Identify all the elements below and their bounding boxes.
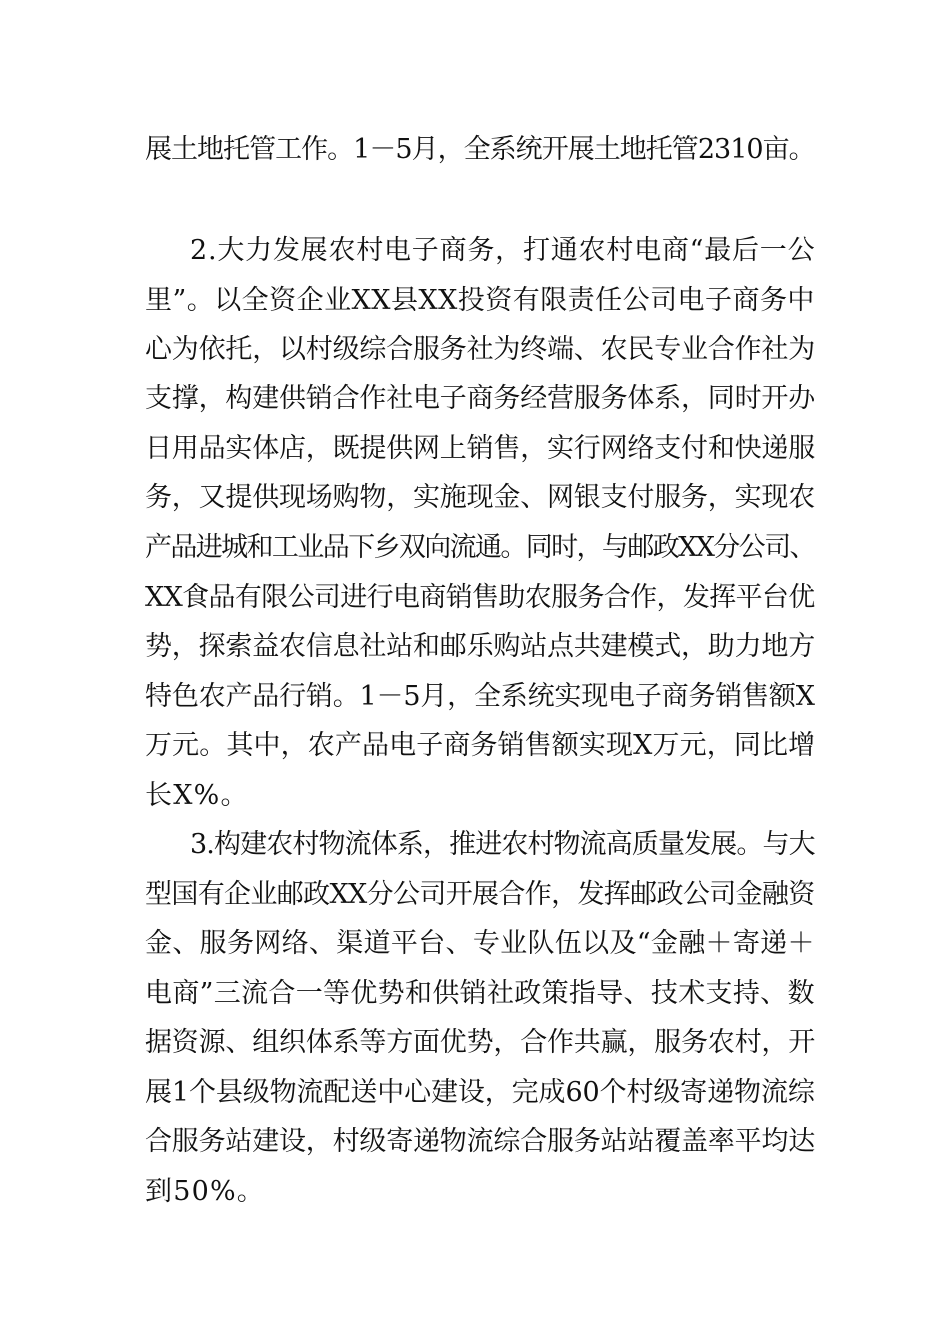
paragraph-2-line-12: 长X%。 [145, 780, 249, 811]
paragraph-2-line-9: 势，探索益农信息社站和邮乐购站点共建模式，助力地方 [145, 631, 815, 662]
paragraph-2-line-5: 日用品实体店，既提供网上销售，实行网络支付和快递服 [145, 433, 815, 464]
paragraph-3-line-8: 到50%。 [145, 1176, 266, 1207]
paragraph-3-line-1: 3.构建农村物流体系，推进农村物流高质量发展。与大 [190, 829, 815, 860]
paragraph-2-line-4: 支撑，构建供销合作社电子商务经营服务体系，同时开办 [145, 383, 815, 414]
paragraph-2-line-10: 特色农产品行销。1－5月，全系统实现电子商务销售额X [145, 681, 815, 712]
paragraph-3-line-6: 展1个县级物流配送中心建设，完成60个村级寄递物流综 [145, 1077, 815, 1108]
paragraph-3-line-7: 合服务站建设，村级寄递物流综合服务站站覆盖率平均达 [145, 1126, 815, 1157]
paragraph-2-line-2: 里”。以全资企业XX县XX投资有限责任公司电子商务中 [145, 285, 815, 316]
paragraph-1-line-1: 展土地托管工作。1－5月，全系统开展土地托管2310亩。 [145, 134, 815, 165]
paragraph-3-line-2: 型国有企业邮政XX分公司开展合作，发挥邮政公司金融资 [145, 879, 815, 910]
paragraph-3-line-4: 电商”三流合一等优势和供销社政策指导、技术支持、数 [145, 978, 815, 1009]
paragraph-2-line-11: 万元。其中，农产品电子商务销售额实现X万元，同比增 [145, 730, 816, 761]
paragraph-2-line-3: 心为依托，以村级综合服务社为终端、农民专业合作社为 [145, 334, 815, 365]
paragraph-2-line-6: 务，又提供现场购物，实施现金、网银支付服务，实现农 [145, 482, 815, 513]
paragraph-2-line-1: 2.大力发展农村电子商务，打通农村电商“最后一公 [190, 235, 816, 266]
paragraph-3-line-5: 据资源、组织体系等方面优势，合作共赢，服务农村，开 [145, 1027, 815, 1058]
paragraph-3-line-3: 金、服务网络、渠道平台、专业队伍以及“金融＋寄递＋ [145, 928, 815, 959]
paragraph-2-line-8: XX食品有限公司进行电商销售助农服务合作，发挥平台优 [145, 582, 815, 613]
paragraph-2-line-7: 产品进城和工业品下乡双向流通。同时，与邮政XX分公司、 [145, 532, 815, 563]
